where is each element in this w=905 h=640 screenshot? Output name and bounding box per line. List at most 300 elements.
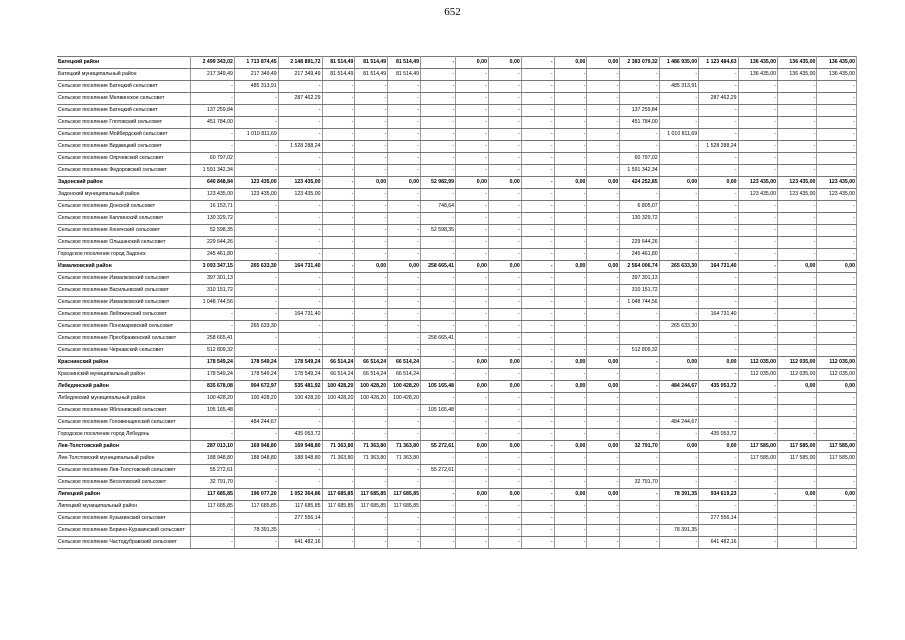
value-cell: - — [738, 297, 777, 309]
value-cell: 0,00 — [488, 381, 521, 393]
row-label-cell: Задонский район — [57, 177, 191, 189]
value-cell: - — [278, 297, 322, 309]
value-cell: - — [355, 165, 388, 177]
value-cell: - — [817, 333, 857, 345]
value-cell: - — [738, 477, 777, 489]
value-cell: 188 948,80 — [278, 453, 322, 465]
table-row — [57, 81, 857, 93]
value-cell: - — [456, 189, 489, 201]
value-cell: 287 013,10 — [191, 441, 235, 453]
value-cell: 258 665,41 — [191, 333, 235, 345]
value-cell: - — [322, 321, 355, 333]
value-cell: - — [388, 189, 421, 201]
value-cell: - — [587, 213, 620, 225]
value-cell: 485 313,91 — [659, 81, 698, 93]
value-cell: - — [620, 69, 659, 81]
value-cell: - — [456, 345, 489, 357]
value-cell: 105 165,48 — [421, 405, 456, 417]
value-cell: 1 048 744,56 — [191, 297, 235, 309]
value-cell: - — [521, 141, 554, 153]
value-cell: - — [421, 105, 456, 117]
value-cell: - — [554, 129, 587, 141]
value-cell: 0,00 — [587, 381, 620, 393]
value-cell: 904 672,97 — [234, 381, 278, 393]
value-cell: - — [322, 273, 355, 285]
value-cell: - — [587, 477, 620, 489]
row-label-cell: Липецкий район — [57, 489, 191, 501]
row-label-cell: Липецкий муниципальный район — [57, 501, 191, 513]
value-cell: 1 591 342,34 — [620, 165, 659, 177]
value-cell: - — [777, 405, 816, 417]
value-cell: - — [421, 501, 456, 513]
table-row — [57, 537, 857, 549]
value-cell: 265 633,30 — [234, 321, 278, 333]
value-cell: - — [388, 93, 421, 105]
value-cell: 1 048 744,56 — [620, 297, 659, 309]
table-row — [57, 213, 857, 225]
value-cell: - — [817, 153, 857, 165]
value-cell: - — [587, 249, 620, 261]
value-cell: - — [388, 249, 421, 261]
row-label-cell: Лебедянский муниципальный район — [57, 393, 191, 405]
value-cell: - — [388, 213, 421, 225]
value-cell: - — [554, 93, 587, 105]
value-cell: - — [777, 333, 816, 345]
value-cell: 123 435,00 — [777, 189, 816, 201]
value-cell: - — [659, 345, 698, 357]
value-cell: - — [388, 273, 421, 285]
value-cell: 117 685,85 — [388, 501, 421, 513]
value-cell: - — [659, 117, 698, 129]
row-label-cell: Сельское поселение Частодубравский сельсовет — [57, 537, 191, 549]
value-cell: - — [355, 225, 388, 237]
value-cell: - — [521, 369, 554, 381]
value-cell: 1 010 811,69 — [234, 129, 278, 141]
value-cell: - — [738, 489, 777, 501]
row-label-cell: Сельское поселение Глотовский сельсовет — [57, 117, 191, 129]
value-cell: 117 585,00 — [777, 441, 816, 453]
value-cell: 0,00 — [699, 357, 738, 369]
value-cell: - — [322, 345, 355, 357]
row-label-cell: Сельское поселение Мойбердский сельсовет — [57, 129, 191, 141]
value-cell: - — [488, 213, 521, 225]
value-cell: - — [234, 477, 278, 489]
value-cell: - — [421, 285, 456, 297]
value-cell: - — [659, 369, 698, 381]
value-cell: - — [322, 165, 355, 177]
table-row — [57, 393, 857, 405]
value-cell: - — [355, 201, 388, 213]
table-row — [57, 453, 857, 465]
value-cell: - — [388, 513, 421, 525]
value-cell: - — [488, 525, 521, 537]
value-cell: - — [659, 429, 698, 441]
value-cell: 117 685,85 — [234, 501, 278, 513]
value-cell: 0,00 — [355, 261, 388, 273]
value-cell: - — [699, 249, 738, 261]
value-cell: - — [355, 129, 388, 141]
value-cell: - — [554, 465, 587, 477]
value-cell: - — [488, 345, 521, 357]
value-cell: - — [554, 453, 587, 465]
value-cell: - — [620, 225, 659, 237]
value-cell: - — [777, 477, 816, 489]
value-cell: - — [699, 273, 738, 285]
value-cell: - — [388, 417, 421, 429]
value-cell: - — [587, 153, 620, 165]
value-cell: - — [777, 429, 816, 441]
table-row — [57, 249, 857, 261]
value-cell: - — [699, 165, 738, 177]
value-cell: 217 349,49 — [191, 69, 235, 81]
value-cell: 117 685,85 — [191, 489, 235, 501]
value-cell: - — [817, 117, 857, 129]
table-row — [57, 117, 857, 129]
value-cell: - — [456, 69, 489, 81]
value-cell: - — [817, 465, 857, 477]
value-cell: 0,00 — [554, 381, 587, 393]
value-cell: - — [554, 285, 587, 297]
value-cell: - — [620, 501, 659, 513]
value-cell: 123 435,00 — [817, 177, 857, 189]
value-cell: - — [699, 333, 738, 345]
value-cell: - — [659, 477, 698, 489]
page-number: 652 — [444, 6, 461, 18]
value-cell: - — [817, 429, 857, 441]
value-cell: - — [421, 69, 456, 81]
value-cell: 1 123 484,63 — [699, 57, 738, 69]
value-cell: - — [659, 309, 698, 321]
value-cell: - — [738, 381, 777, 393]
value-cell: - — [587, 81, 620, 93]
value-cell: 71 363,80 — [322, 453, 355, 465]
row-label-cell: Сельское поселение Федоровский сельсовет — [57, 165, 191, 177]
value-cell: - — [421, 273, 456, 285]
value-cell: 1 528 288,24 — [278, 141, 322, 153]
value-cell: - — [620, 513, 659, 525]
value-cell: - — [421, 141, 456, 153]
value-cell: - — [421, 129, 456, 141]
value-cell: - — [355, 273, 388, 285]
value-cell: 81 514,49 — [322, 69, 355, 81]
value-cell: - — [738, 501, 777, 513]
row-label-cell: Лев-Толстовский район — [57, 441, 191, 453]
value-cell: - — [659, 93, 698, 105]
value-cell: - — [421, 165, 456, 177]
table-row — [57, 153, 857, 165]
value-cell: - — [587, 285, 620, 297]
value-cell: - — [191, 129, 235, 141]
value-cell: - — [234, 93, 278, 105]
table-row — [57, 201, 857, 213]
budget-table — [57, 56, 857, 549]
value-cell: - — [322, 249, 355, 261]
value-cell: - — [587, 333, 620, 345]
value-cell: 1 010 811,69 — [659, 129, 698, 141]
table-row — [57, 417, 857, 429]
value-cell: - — [554, 417, 587, 429]
value-cell: - — [587, 297, 620, 309]
value-cell: - — [659, 513, 698, 525]
value-cell: - — [355, 141, 388, 153]
value-cell: 0,00 — [777, 489, 816, 501]
value-cell: - — [699, 501, 738, 513]
value-cell: - — [191, 525, 235, 537]
value-cell: - — [278, 477, 322, 489]
row-label-cell: Сельское поселение Донской сельсовет — [57, 201, 191, 213]
value-cell: 60 797,02 — [191, 153, 235, 165]
value-cell: - — [554, 477, 587, 489]
value-cell: - — [456, 249, 489, 261]
value-cell: 0,00 — [488, 177, 521, 189]
value-cell: - — [322, 525, 355, 537]
value-cell: 217 349,49 — [234, 69, 278, 81]
value-cell: - — [554, 249, 587, 261]
value-cell: 136 435,00 — [817, 57, 857, 69]
table-row — [57, 237, 857, 249]
value-cell: - — [234, 225, 278, 237]
value-cell: - — [620, 489, 659, 501]
value-cell: 32 791,70 — [191, 477, 235, 489]
value-cell: - — [587, 309, 620, 321]
value-cell: 258 665,41 — [421, 333, 456, 345]
value-cell: - — [699, 225, 738, 237]
value-cell: - — [456, 129, 489, 141]
value-cell: - — [355, 405, 388, 417]
value-cell: - — [659, 297, 698, 309]
value-cell: - — [456, 393, 489, 405]
value-cell: 16 153,71 — [191, 201, 235, 213]
value-cell: - — [659, 225, 698, 237]
value-cell: - — [488, 405, 521, 417]
value-cell: - — [620, 81, 659, 93]
value-cell: - — [587, 465, 620, 477]
value-cell: - — [388, 201, 421, 213]
value-cell: - — [817, 501, 857, 513]
value-cell: - — [278, 165, 322, 177]
value-cell: - — [488, 429, 521, 441]
value-cell: 640 848,84 — [191, 177, 235, 189]
value-cell: 100 428,20 — [322, 393, 355, 405]
value-cell: - — [355, 153, 388, 165]
value-cell: 137 259,84 — [620, 105, 659, 117]
value-cell: - — [587, 345, 620, 357]
value-cell: 32 791,70 — [620, 477, 659, 489]
value-cell: 117 685,85 — [191, 501, 235, 513]
value-cell: - — [777, 117, 816, 129]
value-cell: - — [554, 141, 587, 153]
table-row — [57, 333, 857, 345]
value-cell: - — [355, 213, 388, 225]
value-cell: - — [587, 69, 620, 81]
value-cell: - — [587, 201, 620, 213]
value-cell: - — [191, 513, 235, 525]
value-cell: - — [488, 117, 521, 129]
value-cell: 0,00 — [388, 177, 421, 189]
value-cell: 78 391,35 — [659, 525, 698, 537]
value-cell: - — [817, 321, 857, 333]
value-cell: - — [488, 393, 521, 405]
row-label-cell: Сельское поселение Конечский сельсовет — [57, 225, 191, 237]
value-cell: - — [659, 501, 698, 513]
value-cell: 52 598,35 — [421, 225, 456, 237]
value-cell: 32 791,70 — [620, 441, 659, 453]
value-cell: - — [322, 201, 355, 213]
value-cell: - — [738, 429, 777, 441]
value-cell: - — [738, 273, 777, 285]
value-cell: - — [421, 189, 456, 201]
value-cell: 484 244,67 — [659, 417, 698, 429]
value-cell: - — [777, 309, 816, 321]
value-cell: 117 685,85 — [388, 489, 421, 501]
value-cell: - — [355, 477, 388, 489]
value-cell: - — [620, 321, 659, 333]
value-cell: - — [587, 189, 620, 201]
value-cell: 123 435,00 — [817, 189, 857, 201]
value-cell: - — [421, 525, 456, 537]
value-cell: - — [388, 285, 421, 297]
value-cell: 0,00 — [659, 357, 698, 369]
value-cell: 0,00 — [456, 57, 489, 69]
value-cell: - — [521, 129, 554, 141]
value-cell: 265 633,30 — [659, 321, 698, 333]
value-cell: - — [388, 237, 421, 249]
value-cell: - — [817, 537, 857, 549]
value-cell: 424 252,85 — [620, 177, 659, 189]
value-cell: - — [521, 81, 554, 93]
value-cell: - — [817, 285, 857, 297]
value-cell: - — [659, 453, 698, 465]
value-cell: - — [777, 213, 816, 225]
value-cell: - — [355, 429, 388, 441]
value-cell: - — [587, 321, 620, 333]
value-cell: - — [421, 357, 456, 369]
value-cell: 0,00 — [488, 357, 521, 369]
value-cell: - — [659, 333, 698, 345]
value-cell: - — [521, 117, 554, 129]
value-cell: - — [521, 345, 554, 357]
value-cell: - — [777, 105, 816, 117]
value-cell: - — [738, 309, 777, 321]
value-cell: - — [421, 393, 456, 405]
value-cell: - — [521, 177, 554, 189]
value-cell: - — [388, 333, 421, 345]
value-cell: 71 363,80 — [322, 441, 355, 453]
row-label-cell: Сельское поселение Головинщинский сельсовет — [57, 417, 191, 429]
value-cell: 0,00 — [456, 381, 489, 393]
value-cell: - — [777, 297, 816, 309]
value-cell: - — [817, 345, 857, 357]
value-cell: 112 035,00 — [777, 357, 816, 369]
value-cell: 178 549,24 — [191, 357, 235, 369]
value-cell: 435 053,72 — [699, 429, 738, 441]
value-cell: - — [554, 69, 587, 81]
value-cell: - — [738, 237, 777, 249]
value-cell: - — [738, 225, 777, 237]
value-cell: - — [456, 297, 489, 309]
value-cell: - — [355, 237, 388, 249]
value-cell: - — [521, 273, 554, 285]
value-cell: - — [421, 153, 456, 165]
value-cell: - — [388, 525, 421, 537]
value-cell: - — [521, 441, 554, 453]
value-cell: 0,00 — [554, 489, 587, 501]
value-cell: 0,00 — [488, 489, 521, 501]
value-cell: - — [456, 201, 489, 213]
value-cell: - — [278, 105, 322, 117]
value-cell: 100 428,20 — [355, 381, 388, 393]
value-cell: - — [191, 429, 235, 441]
value-cell: - — [554, 189, 587, 201]
value-cell: - — [456, 429, 489, 441]
value-cell: - — [322, 513, 355, 525]
value-cell: - — [699, 417, 738, 429]
row-label-cell: Сельское поселение Батецкий сельсовет — [57, 105, 191, 117]
value-cell: - — [777, 285, 816, 297]
table-row — [57, 501, 857, 513]
value-cell: - — [488, 477, 521, 489]
value-cell: - — [191, 309, 235, 321]
table-row — [57, 69, 857, 81]
value-cell: - — [278, 345, 322, 357]
value-cell: - — [456, 165, 489, 177]
value-cell: - — [456, 225, 489, 237]
value-cell: - — [554, 393, 587, 405]
value-cell: - — [554, 429, 587, 441]
value-cell: - — [817, 297, 857, 309]
value-cell: 112 035,00 — [738, 369, 777, 381]
value-cell: - — [699, 105, 738, 117]
value-cell: 0,00 — [699, 441, 738, 453]
value-cell: - — [488, 537, 521, 549]
value-cell: 0,00 — [554, 261, 587, 273]
value-cell: - — [738, 93, 777, 105]
row-label-cell: Сельское поселение Батецкий сельсовет — [57, 81, 191, 93]
value-cell: - — [421, 309, 456, 321]
value-cell: 100 428,20 — [322, 381, 355, 393]
table-row — [57, 405, 857, 417]
value-cell: - — [521, 153, 554, 165]
row-label-cell: Краснинский район — [57, 357, 191, 369]
value-cell: - — [278, 405, 322, 417]
table-row-total — [57, 381, 857, 393]
value-cell: - — [355, 249, 388, 261]
value-cell: - — [554, 405, 587, 417]
value-cell: - — [817, 225, 857, 237]
table-row — [57, 309, 857, 321]
value-cell: - — [659, 393, 698, 405]
value-cell: 117 685,85 — [322, 501, 355, 513]
table-row — [57, 465, 857, 477]
value-cell: 112 035,00 — [817, 369, 857, 381]
value-cell: - — [521, 513, 554, 525]
value-cell: - — [456, 513, 489, 525]
table-body — [57, 57, 857, 549]
value-cell: - — [421, 513, 456, 525]
value-cell: - — [234, 141, 278, 153]
value-cell: - — [699, 201, 738, 213]
value-cell: 117 685,85 — [322, 489, 355, 501]
value-cell: - — [355, 321, 388, 333]
table-row — [57, 525, 857, 537]
value-cell: 164 731,40 — [699, 261, 738, 273]
value-cell: - — [322, 105, 355, 117]
value-cell: - — [322, 405, 355, 417]
value-cell: - — [388, 105, 421, 117]
value-cell: 52 598,35 — [191, 225, 235, 237]
value-cell: 0,00 — [456, 177, 489, 189]
value-cell: - — [620, 333, 659, 345]
